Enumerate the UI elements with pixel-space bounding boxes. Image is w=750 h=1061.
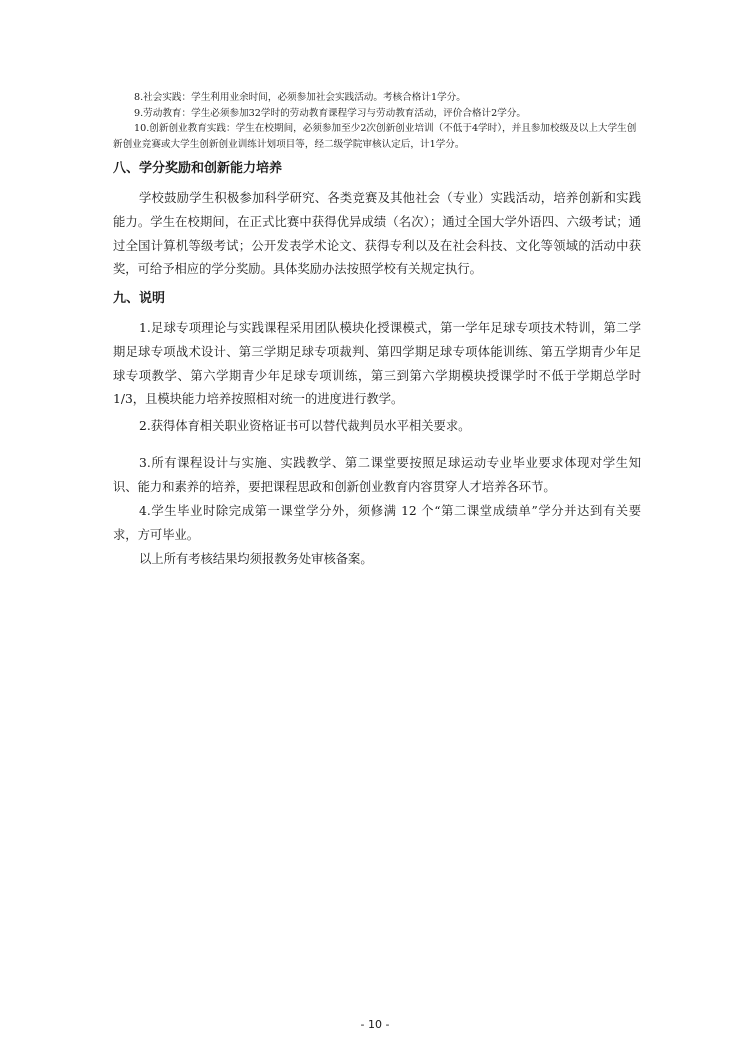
section-8-body [113,187,641,282]
section-8-paragraph: 学校鼓励学生积极参加科学研究、各类竞赛及其他社会（专业）实践活动，培养创新和实践能力。学生在校期间，在正式比赛中获得优异成绩（名次）；通过全国大学外语四、六级考试；通过全国计算机等级考试；公开发表学术论文、获得专利以及在社会科技、文化等领域的活动中获奖，可给予相应的学分奖励。具体奖励办法按照学校有关规定执行。 [113,191,641,277]
section-9-heading: 九、说明 [113,291,166,306]
section-9-item-3 [113,452,641,500]
note-paragraph: 1.足球专项理论与实践课程采用团队模块化授课模式，第一学年足球专项技术特训，第二学期足球专项战术设计、第三学期足球专项裁判、第四学期足球专项体能训练、第五学期青少年足球专项教学、第六学期青少年足球专项训练，第三到第六学期模块授课学时不低于学期总学时 1/3，且模块能力培养按照相对统一的进度进行教学。 [113,321,641,407]
list-item-labor-education: 9.劳动教育：学生必须参加32学时的劳动教育课程学习与劳动教育活动，评价合格计2学分。 [134,107,527,119]
note-paragraph: 4.学生毕业时除完成第一课堂学分外，须修满 12 个“第二课堂成绩单”学分并达到有关要求，方可毕业。 [113,504,641,542]
section-9-closing [113,548,641,572]
closing-paragraph: 以上所有考核结果均须报教务处审核备案。 [139,552,373,566]
note-paragraph: 2.获得体育相关职业资格证书可以替代裁判员水平相关要求。 [139,419,471,433]
list-item-social-practice: 8.社会实践：学生利用业余时间，必须参加社会实践活动。考核合格计1学分。 [134,92,466,103]
list-item-innovation-practice: 10.创新创业教育实践：学生在校期间，必须参加至少2次创新创业培训（不低于4学时），并且参加校级及以上大学生创新创业竞赛或大学生创新创业训练计划项目等，经二级学院审核认定后，计1学分。 [113,123,637,150]
practice-list [113,90,641,152]
section-9-item-4 [113,500,641,548]
note-paragraph: 3.所有课程设计与实施、实践教学、第二课堂要按照足球运动专业毕业要求体现对学生知识、能力和素养的培养，要把课程思政和创新创业教育内容贯穿人才培养各环节。 [113,456,641,494]
section-9-item-1 [113,317,641,412]
section-8-heading: 八、学分奖励和创新能力培养 [113,161,283,176]
page-number: - 10 - [360,1018,390,1031]
section-9-item-2 [113,415,641,439]
